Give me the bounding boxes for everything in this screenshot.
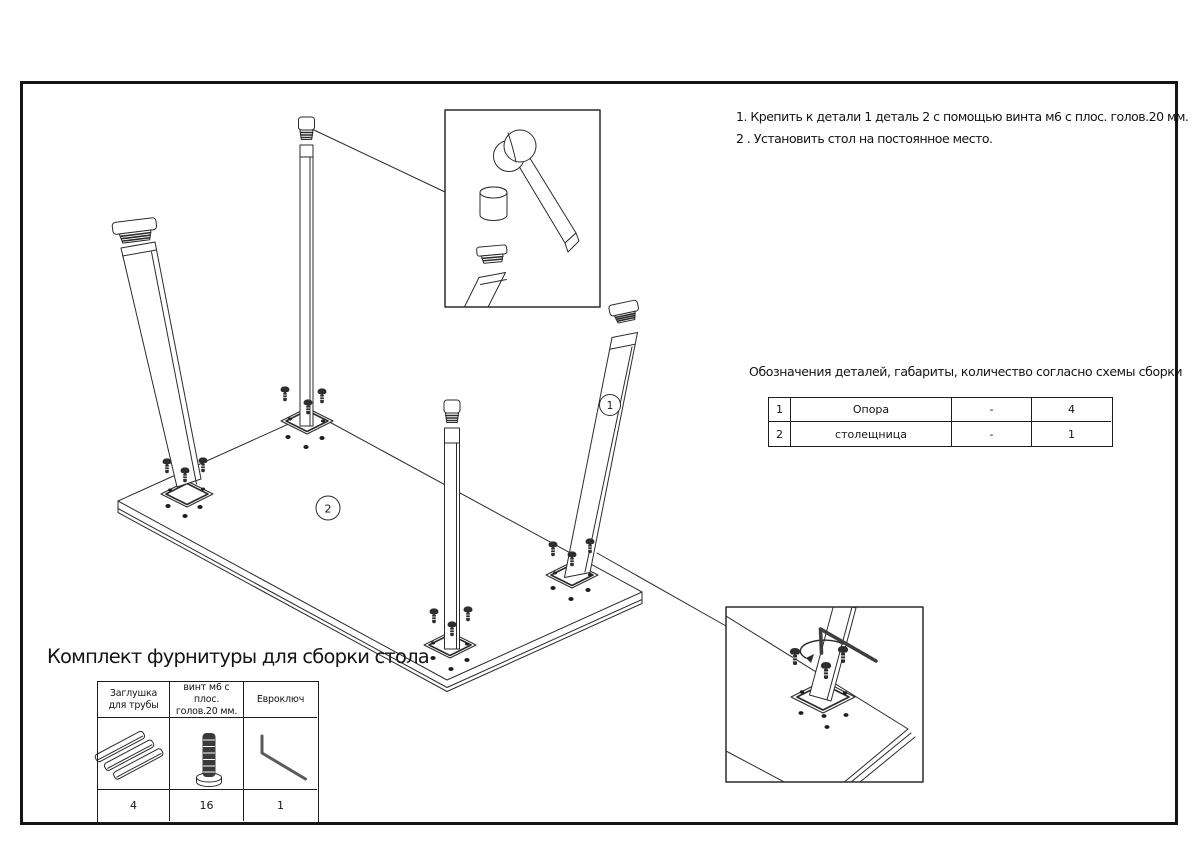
part-name: Опора <box>791 398 952 422</box>
kit-item-qty: 16 <box>170 790 244 821</box>
hardware-kit-title: Комплект фурнитуры для сборки стола <box>47 645 429 668</box>
instruction-step-2: 2 . Установить стол на постоянное место. <box>736 131 993 146</box>
part-number: 2 <box>769 422 791 446</box>
part-dims: - <box>952 398 1032 422</box>
parts-table <box>768 397 1113 447</box>
kit-item-image-tube-cap <box>98 718 170 790</box>
leg-front-middle <box>445 428 460 649</box>
detail-view-cap <box>445 110 600 320</box>
kit-item-label: Евроключ <box>244 682 317 718</box>
callout-leg <box>600 395 621 416</box>
kit-item-label: винт м6 с плос. голов.20 мм. <box>170 682 244 718</box>
tube-cap <box>299 117 315 140</box>
instruction-step-1: 1. Крепить к детали 1 деталь 2 с помощью винта м6 с плос. голов.20 мм. <box>736 109 1189 124</box>
parts-table-title: Обозначения деталей, габариты, количество согласно схемы сборки <box>749 364 1183 379</box>
kit-item-image-screw <box>170 718 244 790</box>
part-name: столещница <box>791 422 952 446</box>
tube-cap <box>444 400 460 423</box>
kit-item-qty: 4 <box>98 790 170 821</box>
part-qty: 1 <box>1068 427 1075 441</box>
hardware-kit-table <box>97 681 319 823</box>
leg-back-middle <box>300 145 313 426</box>
tube-cap <box>112 217 158 244</box>
part-number: 1 <box>769 398 791 422</box>
kit-item-image-allen-key <box>244 718 317 790</box>
assembly-instructions <box>736 106 1196 150</box>
kit-item-qty: 1 <box>277 799 284 812</box>
leader-line-cap-detail <box>314 130 445 192</box>
part-qty: 4 <box>1032 398 1111 422</box>
detail-view-key <box>726 602 923 791</box>
part-dims: - <box>952 422 1032 446</box>
kit-item-label: Заглушка для трубы <box>98 682 170 718</box>
leg-right <box>565 333 638 578</box>
leg-front-left <box>121 242 201 487</box>
tube-cap <box>608 300 640 325</box>
callout-leg-number: 1 <box>606 400 614 412</box>
callout-tabletop-number: 2 <box>324 502 332 516</box>
callout-tabletop <box>316 496 340 520</box>
